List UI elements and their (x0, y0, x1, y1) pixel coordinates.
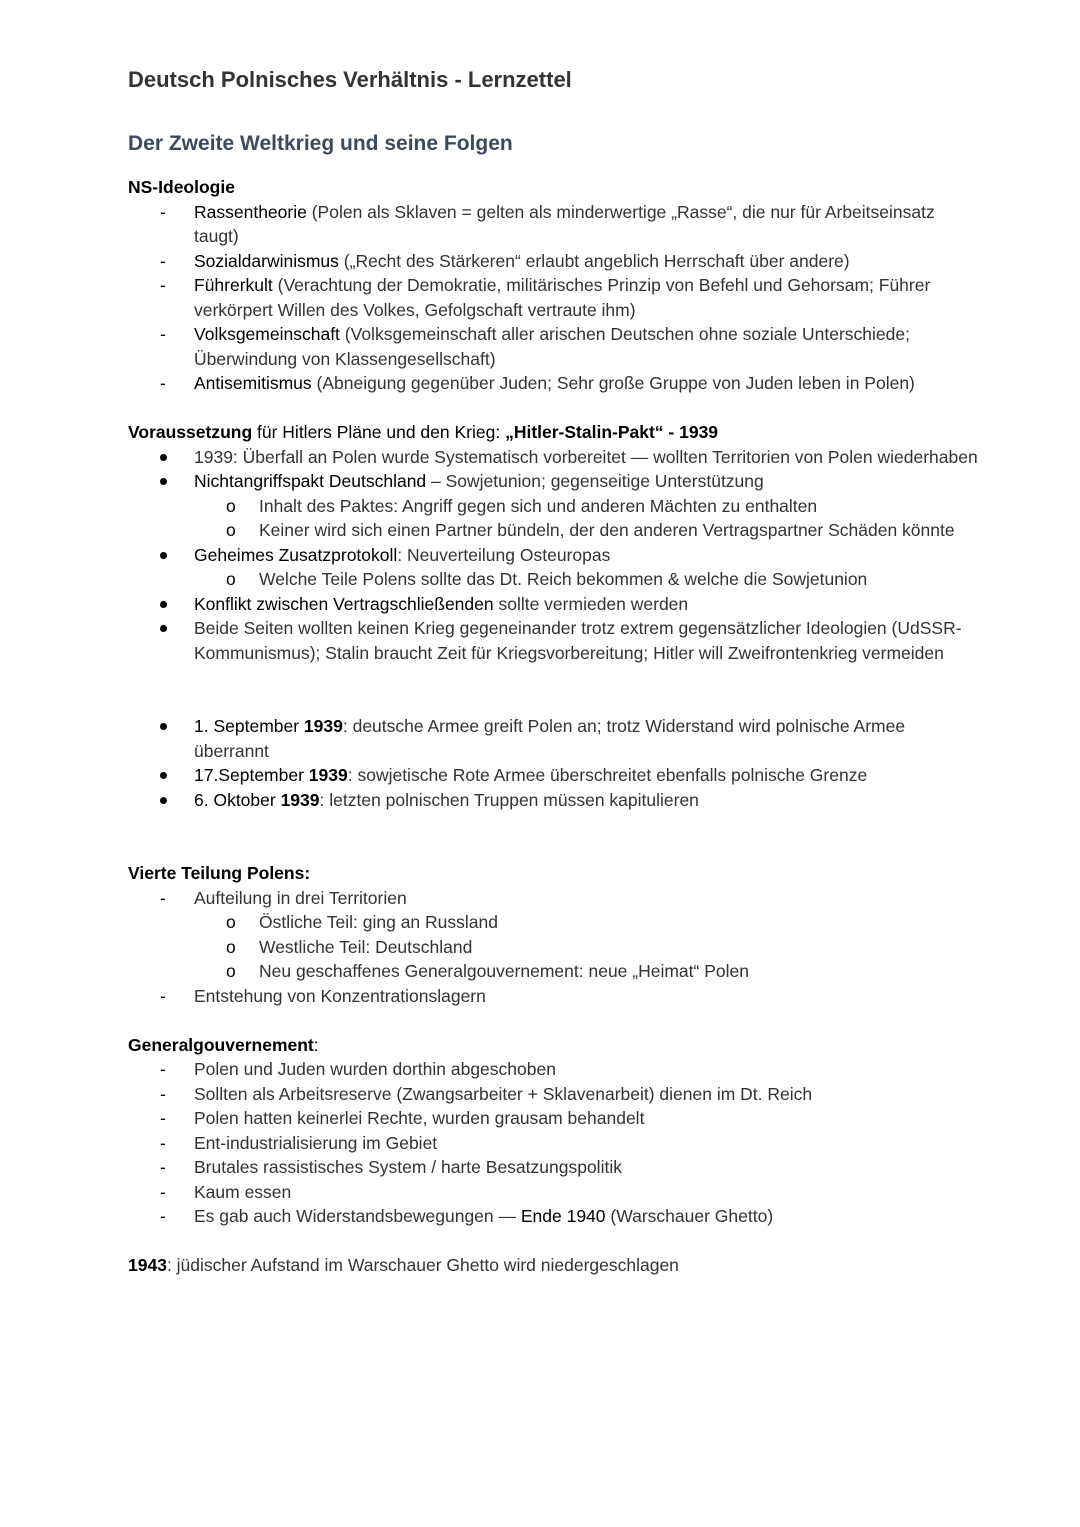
gg-heading: Generalgouvernement: (128, 1034, 319, 1055)
sub-list-item: o Keiner wird sich einen Partner bündeln, der den anderen Vertragspartner Schäden könnte (226, 520, 955, 540)
list-item: - Ent-industrialisierung im Gebiet (160, 1132, 438, 1153)
final-note: 1943: jüdischer Aufstand im Warschauer Ghetto wird niedergeschlagen (128, 1255, 679, 1275)
section-title-bold-1: Zweite Weltkrieg (168, 132, 335, 155)
sub-list-item: o Inhalt des Paktes: Angriff gegen sich und anderen Mächten zu enthalten (226, 495, 818, 516)
list-item: - Entstehung von Konzentrationslagern (160, 985, 486, 1006)
pakt-heading: Voraussetzung für Hitlers Pläne und den Krieg: „Hitler-Stalin-Pakt“ - 1939 (128, 422, 719, 442)
pakt-list (128, 445, 978, 666)
list-item: - Volksgemeinschaft (Volksgemeinschaft aller arischen Deutschen ohne soziale Unterschiede; Überwindung von Klassengesellschaft) (160, 324, 910, 369)
list-item: - Antisemitismus (Abneigung gegenüber Juden; Sehr große Gruppe von Juden leben in Polen) (160, 373, 915, 393)
section-title-mid: und seine (334, 132, 444, 155)
list-item: 1939: Überfall an Polen wurde Systematisch vorbereitet — wollten Territorien von Polen wiederhaben (128, 445, 978, 470)
section-title (128, 129, 978, 159)
list-item: - Polen und Juden wurden dorthin abgeschoben (160, 1059, 556, 1079)
list-item: 17.September 1939: sowjetische Rote Armee überschreitet ebenfalls polnische Grenze (128, 763, 978, 788)
teilung-heading: Vierte Teilung Polens: (128, 863, 311, 883)
sub-list-item: o Östliche Teil: ging an Russland (226, 912, 498, 932)
list-item: - Führerkult (Verachtung der Demokratie, militärisches Prinzip von Befehl und Gehorsam; Führer verkörpert Willen des Volkes, Gefolgschaft vertraute ihm) (160, 275, 931, 320)
bullet-icon (160, 454, 167, 461)
document-title: Deutsch Polnisches Verhältnis - Lernzettel (128, 67, 572, 92)
teilung-list (128, 886, 978, 1009)
list-item: - Sozialdarwinismus („Recht des Stärkeren“ erlaubt angeblich Herrschaft über andere) (160, 250, 850, 271)
list-item: - Es gab auch Widerstandsbewegungen — Ende 1940 (Warschauer Ghetto) (160, 1206, 774, 1226)
dates-list (128, 714, 978, 812)
bullet-icon (160, 772, 167, 779)
gg-list (128, 1057, 978, 1229)
bullet-icon (160, 601, 167, 608)
list-item: - Brutales rassistisches System / harte Besatzungspolitik (160, 1157, 622, 1177)
list-item: 1. September 1939: deutsche Armee greift Polen an; trotz Widerstand wird polnische Armee überrannt (128, 714, 978, 763)
list-item: - Aufteilung in drei Territorien (160, 887, 407, 908)
sub-list-item: o Welche Teile Polens sollte das Dt. Reich bekommen & welche die Sowjetunion (226, 569, 868, 589)
section-title-pre: Der (128, 132, 169, 155)
list-item: - Rassentheorie (Polen als Sklaven = gelten als minderwertige „Rasse“, die nur für Arbeitseinsatz taugt) (160, 201, 935, 246)
list-item: Konflikt zwischen Vertragschließenden sollte vermieden werden (128, 592, 978, 617)
document-page (128, 64, 978, 1278)
list-item: - Sollten als Arbeitsreserve (Zwangsarbeiter + Sklavenarbeit) dienen im Dt. Reich (160, 1083, 813, 1104)
list-item: Nichtangriffspakt Deutschland – Sowjetunion; gegenseitige Unterstützung (128, 469, 978, 494)
bullet-icon (160, 478, 167, 485)
list-item: - Kaum essen (160, 1181, 292, 1202)
bullet-icon (160, 625, 167, 632)
list-item: - Polen hatten keinerlei Rechte, wurden grausam behandelt (160, 1108, 645, 1128)
ns-heading: NS-Ideologie (128, 177, 235, 197)
bullet-icon (160, 723, 167, 730)
bullet-icon (160, 797, 167, 804)
section-title-bold-2: Folgen (443, 132, 513, 155)
bullet-icon (160, 552, 167, 559)
list-item: 6. Oktober 1939: letzten polnischen Truppen müssen kapitulieren (128, 788, 978, 813)
list-item: Beide Seiten wollten keinen Krieg gegeneinander trotz extrem gegensätzlicher Ideologien (UdSSR-Kommunismus); Stalin braucht Zeit für Kriegsvorbereitung; Hitler will Zweifrontenkrieg vermeiden (128, 616, 978, 665)
sub-list-item: o Westliche Teil: Deutschland (226, 936, 473, 957)
sub-list-item: o Neu geschaffenes Generalgouvernement: neue „Heimat“ Polen (226, 961, 749, 981)
list-item: Geheimes Zusatzprotokoll: Neuverteilung Osteuropas (128, 543, 978, 568)
ns-list (128, 200, 978, 396)
